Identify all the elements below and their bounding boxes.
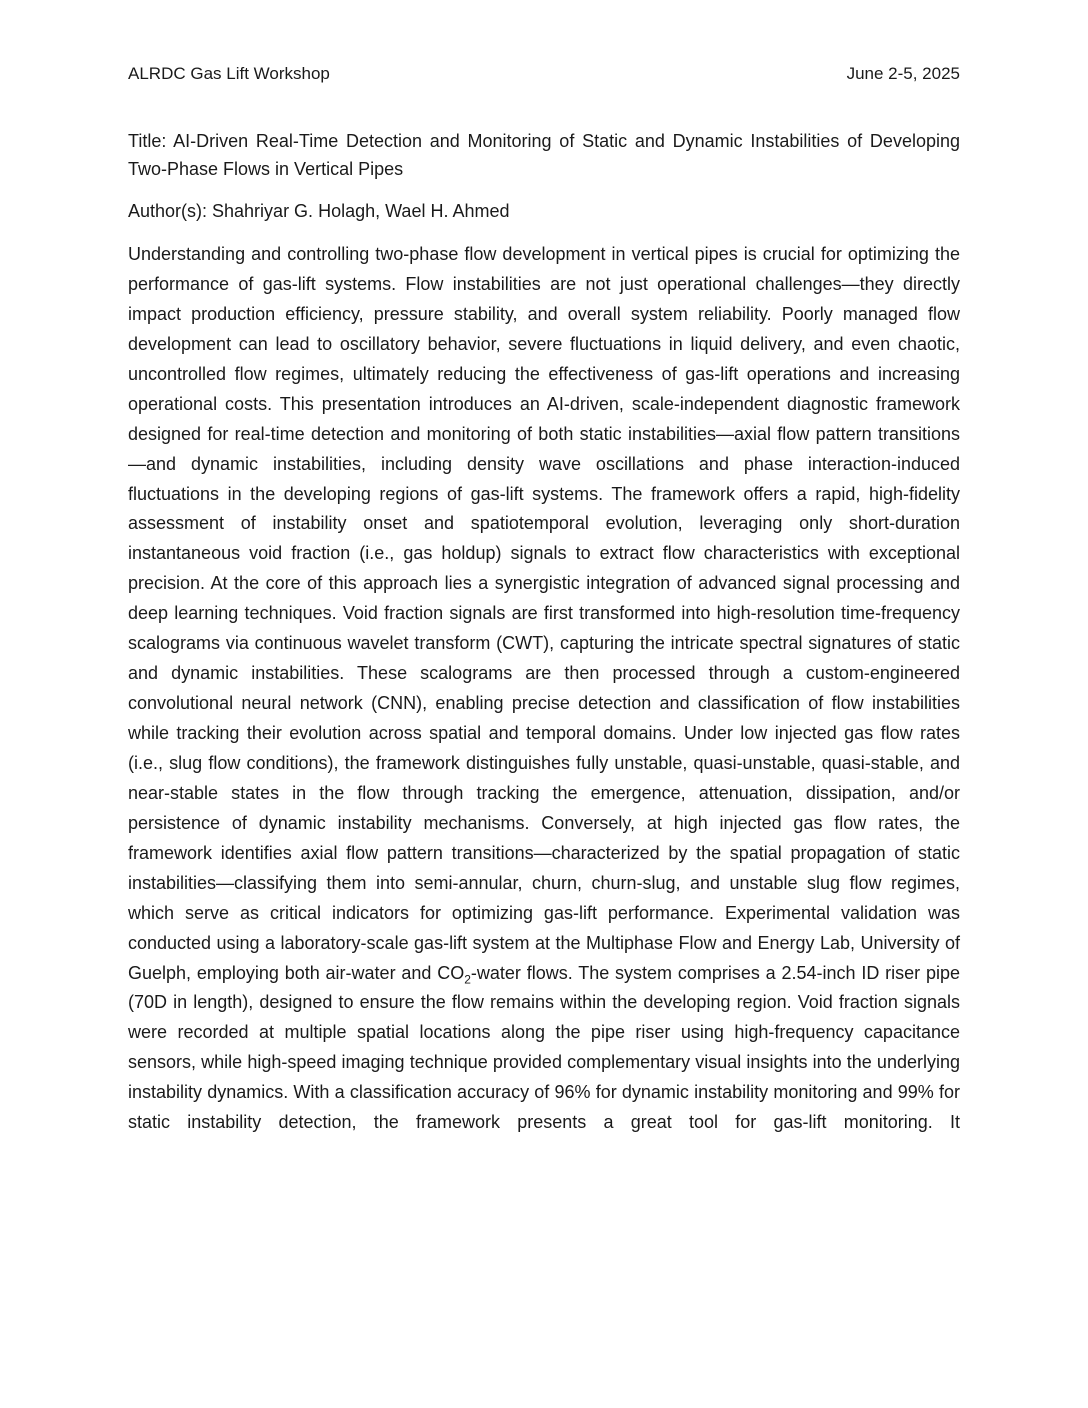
abstract-text-part-1: Understanding and controlling two-phase flow development in vertical pipes is crucial for optimizing the performance of gas-lift systems. Flow instabilities are not just operational challenges—they directly impact production efficiency, pressure stability, and overall system reliability. Poorly managed flow development can lead to oscillatory behavior, severe fluctuations in liquid delivery, and even chaotic, uncontrolled flow regimes, ultimately reducing the effectiveness of gas-lift operations and increasing operational costs. This presentation introduces an AI-driven, scale-independent diagnostic framework designed for real-time detection and monitoring of both static instabilities—axial flow pattern transitions—and dynamic instabilities, including density wave oscillations and phase interaction-induced fluctuations in the developing regions of gas-lift systems. The framework offers a rapid, high-fidelity assessment of instability onset and spatiotemporal evolution, leveraging only short-duration instantaneous void fraction (i.e., gas holdup) signals to extract flow characteristics with exceptional precision. At the core of this approach lies a synergistic integration of advanced signal processing and deep learning techniques. Void fraction signals are first transformed into high-resolution time-frequency scalograms via continuous wavelet transform (CWT), capturing the intricate spectral signatures of static and dynamic instabilities. These scalograms are then processed through a custom-engineered convolutional neural network (CNN), enabling precise detection and classification of flow instabilities while tracking their evolution across spatial and temporal domains. Under low injected gas flow rates (i.e., slug flow conditions), the framework distinguishes fully unstable, quasi-unstable, quasi-stable, and near-stable states in the flow through tracking the emergence, attenuation, dissipation, and/or persistence of dynamic instability mechanisms. Conversely, at high injected gas flow rates, the framework identifies axial flow pattern transitions—characterized by the spatial propagation of static instabilities—classifying them into semi-annular, churn, churn-slug, and unstable slug flow regimes, which serve as critical indicators for optimizing gas-lift performance. Experimental validation was conducted using a laboratory-scale gas-lift system at the Multiphase Flow and Energy Lab, University of Guelph, employing both air-water and CO <box>128 244 960 983</box>
paper-authors: Author(s): Shahriyar G. Holagh, Wael H. Ahmed <box>128 201 510 221</box>
abstract-body <box>128 240 960 1138</box>
page-header <box>128 62 960 86</box>
paper-title: Title: AI-Driven Real-Time Detection and Monitoring of Static and Dynamic Instabilities of Developing Two-Phase Flows in Vertical Pipes <box>128 131 960 179</box>
header-date: June 2-5, 2025 <box>846 64 960 83</box>
header-workshop-name: ALRDC Gas Lift Workshop <box>128 64 330 83</box>
abstract-subscript: 2 <box>464 972 471 987</box>
abstract-text-part-2: -water flows. The system comprises a 2.54-inch ID riser pipe (70D in length), designed to ensure the flow remains within the developing region. Void fraction signals were recorded at multiple spatial locations along the pipe riser using high-frequency capacitance sensors, while high-speed imaging technique provided complementary visual insights into the underlying instability dynamics. With a classification accuracy of 96% for dynamic instability monitoring and 99% for static instability detection, the framework presents a great tool for gas-lift monitoring. It <box>128 962 960 1133</box>
